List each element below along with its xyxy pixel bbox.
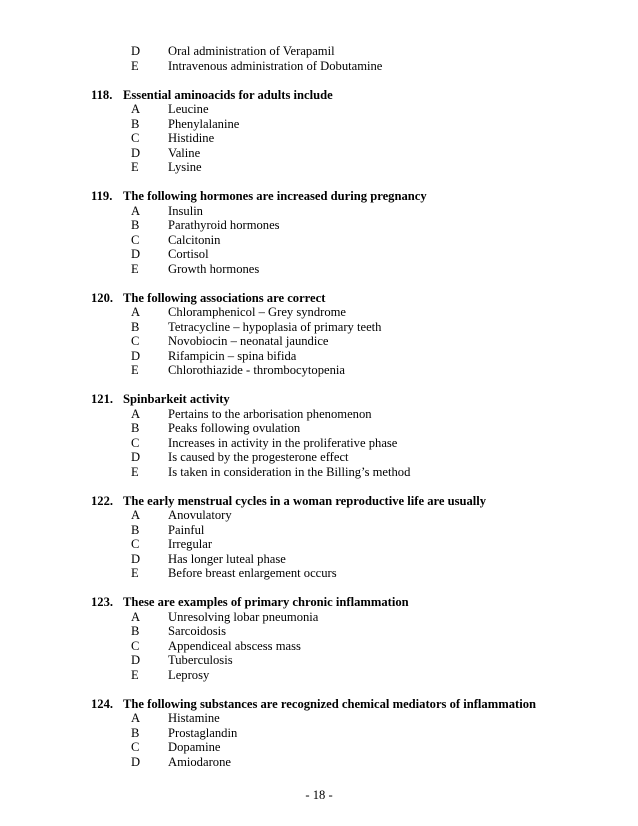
question-number: 124. (91, 696, 114, 711)
option-text: Leprosy (168, 667, 210, 682)
document-page (0, 44, 638, 769)
question-text: The following associations are correct (123, 290, 326, 305)
option-letter: D (131, 145, 141, 160)
option-letter: A (131, 711, 141, 725)
option-text: Oral administration of Verapamil (168, 44, 335, 58)
option-row (0, 566, 638, 581)
option-text: Chlorothiazide - thrombocytopenia (168, 363, 345, 377)
option-row (0, 146, 638, 161)
option-text: Pertains to the arborisation phenomenon (168, 406, 372, 421)
option-letter: E (131, 464, 139, 479)
option-row (0, 755, 638, 770)
option-text: Intravenous administration of Dobutamine (168, 58, 383, 73)
question-text: Essential aminoacids for adults include (123, 87, 333, 102)
option-letter: E (131, 261, 139, 276)
option-letter: D (131, 754, 141, 769)
option-letter: D (131, 551, 141, 566)
option-row (0, 523, 638, 538)
question-text: Spinbarkeit activity (123, 392, 230, 406)
option-text: Appendiceal abscess mass (168, 638, 301, 653)
option-row (0, 508, 638, 523)
option-letter: E (131, 566, 139, 580)
question-number: 118. (91, 87, 113, 102)
option-row (0, 363, 638, 378)
option-text: Peaks following ovulation (168, 421, 301, 435)
option-row (0, 436, 638, 451)
question-122 (0, 494, 638, 581)
option-text: Prostaglandin (168, 725, 238, 740)
option-row (0, 639, 638, 654)
option-letter: C (131, 537, 140, 551)
question-number: 119. (91, 189, 113, 203)
option-text: Tuberculosis (168, 653, 233, 667)
question-119 (0, 189, 638, 276)
option-text: Calcitonin (168, 232, 221, 247)
option-letter: D (131, 348, 141, 363)
option-row (0, 726, 638, 741)
question-heading (0, 697, 638, 712)
option-row (0, 450, 638, 465)
question-heading (0, 88, 638, 103)
option-letter: C (131, 740, 140, 754)
option-row (0, 204, 638, 219)
question-text: These are examples of primary chronic inflammation (123, 595, 409, 609)
option-text: Sarcoidosis (168, 624, 227, 638)
option-row (0, 552, 638, 567)
option-row (0, 624, 638, 639)
option-text: Before breast enlargement occurs (168, 566, 337, 580)
question-heading (0, 494, 638, 509)
question-text: The following substances are recognized chemical mediators of inflammation (123, 696, 536, 711)
option-letter: C (131, 232, 140, 247)
option-letter: D (131, 653, 141, 667)
continued-question-options (0, 44, 638, 73)
option-row (0, 102, 638, 117)
option-row (0, 610, 638, 625)
option-letter: E (131, 363, 139, 377)
question-heading (0, 189, 638, 204)
question-text: The following hormones are increased during pregnancy (123, 189, 427, 203)
option-letter: A (131, 609, 141, 624)
option-text: Chloramphenicol – Grey syndrome (168, 305, 347, 319)
option-letter: C (131, 334, 140, 348)
option-letter: D (131, 247, 141, 261)
option-row (0, 421, 638, 436)
option-text: Valine (168, 145, 201, 160)
option-row (0, 407, 638, 422)
option-text: Anovulatory (168, 508, 232, 522)
option-letter: A (131, 406, 141, 421)
option-letter: A (131, 203, 141, 218)
option-letter: B (131, 218, 140, 232)
option-row (0, 711, 638, 726)
question-123 (0, 595, 638, 682)
option-text: Phenylalanine (168, 116, 240, 131)
option-text: Rifampicin – spina bifida (168, 348, 297, 363)
option-text: Unresolving lobar pneumonia (168, 609, 319, 624)
question-124 (0, 697, 638, 770)
option-letter: B (131, 624, 140, 638)
option-letter: E (131, 58, 139, 73)
question-120 (0, 291, 638, 378)
question-heading (0, 392, 638, 407)
option-text: Leucine (168, 102, 209, 116)
question-number: 121. (91, 392, 114, 406)
option-row (0, 349, 638, 364)
option-text: Has longer luteal phase (168, 551, 286, 566)
option-letter: E (131, 160, 139, 174)
option-row (0, 247, 638, 262)
option-text: Painful (168, 522, 205, 537)
option-row (0, 262, 638, 277)
question-text: The early menstrual cycles in a woman reproductive life are usually (123, 493, 487, 508)
option-row (0, 653, 638, 668)
question-heading (0, 595, 638, 610)
option-text: Tetracycline – hypoplasia of primary teeth (168, 319, 382, 334)
option-text: Histamine (168, 711, 220, 725)
option-letter: A (131, 102, 141, 116)
option-letter: B (131, 319, 140, 334)
question-heading (0, 291, 638, 306)
question-number: 123. (91, 595, 114, 609)
option-text: Irregular (168, 537, 213, 551)
option-letter: B (131, 522, 140, 537)
option-letter: C (131, 435, 140, 450)
option-text: Insulin (168, 203, 203, 218)
option-letter: C (131, 131, 140, 145)
option-row (0, 233, 638, 248)
option-text: Parathyroid hormones (168, 218, 280, 232)
option-text: Novobiocin – neonatal jaundice (168, 334, 329, 348)
option-text: Lysine (168, 160, 202, 174)
option-row (0, 320, 638, 335)
option-text: Histidine (168, 131, 215, 145)
option-text: Amiodarone (168, 754, 231, 769)
option-row (0, 44, 638, 59)
option-letter: B (131, 116, 140, 131)
option-letter: B (131, 421, 140, 435)
option-row (0, 465, 638, 480)
option-letter: D (131, 450, 141, 464)
option-row (0, 305, 638, 320)
option-row (0, 537, 638, 552)
option-row (0, 117, 638, 132)
option-letter: B (131, 725, 140, 740)
option-text: Is taken in consideration in the Billing’s method (168, 464, 411, 479)
question-118 (0, 88, 638, 175)
option-text: Dopamine (168, 740, 221, 754)
option-letter: A (131, 508, 141, 522)
option-text: Is caused by the progesterone effect (168, 450, 349, 464)
option-letter: A (131, 305, 141, 319)
question-121 (0, 392, 638, 479)
option-text: Cortisol (168, 247, 209, 261)
option-text: Growth hormones (168, 261, 260, 276)
option-row (0, 668, 638, 683)
option-text: Increases in activity in the proliferative phase (168, 435, 398, 450)
page-number: - 18 - (305, 788, 333, 802)
option-row (0, 740, 638, 755)
question-number: 120. (91, 290, 114, 305)
option-letter: E (131, 667, 139, 682)
option-letter: C (131, 638, 140, 653)
question-number: 122. (91, 493, 114, 508)
option-row (0, 131, 638, 146)
option-row (0, 160, 638, 175)
option-row (0, 218, 638, 233)
option-row (0, 334, 638, 349)
option-letter: D (131, 44, 141, 58)
option-row (0, 59, 638, 74)
